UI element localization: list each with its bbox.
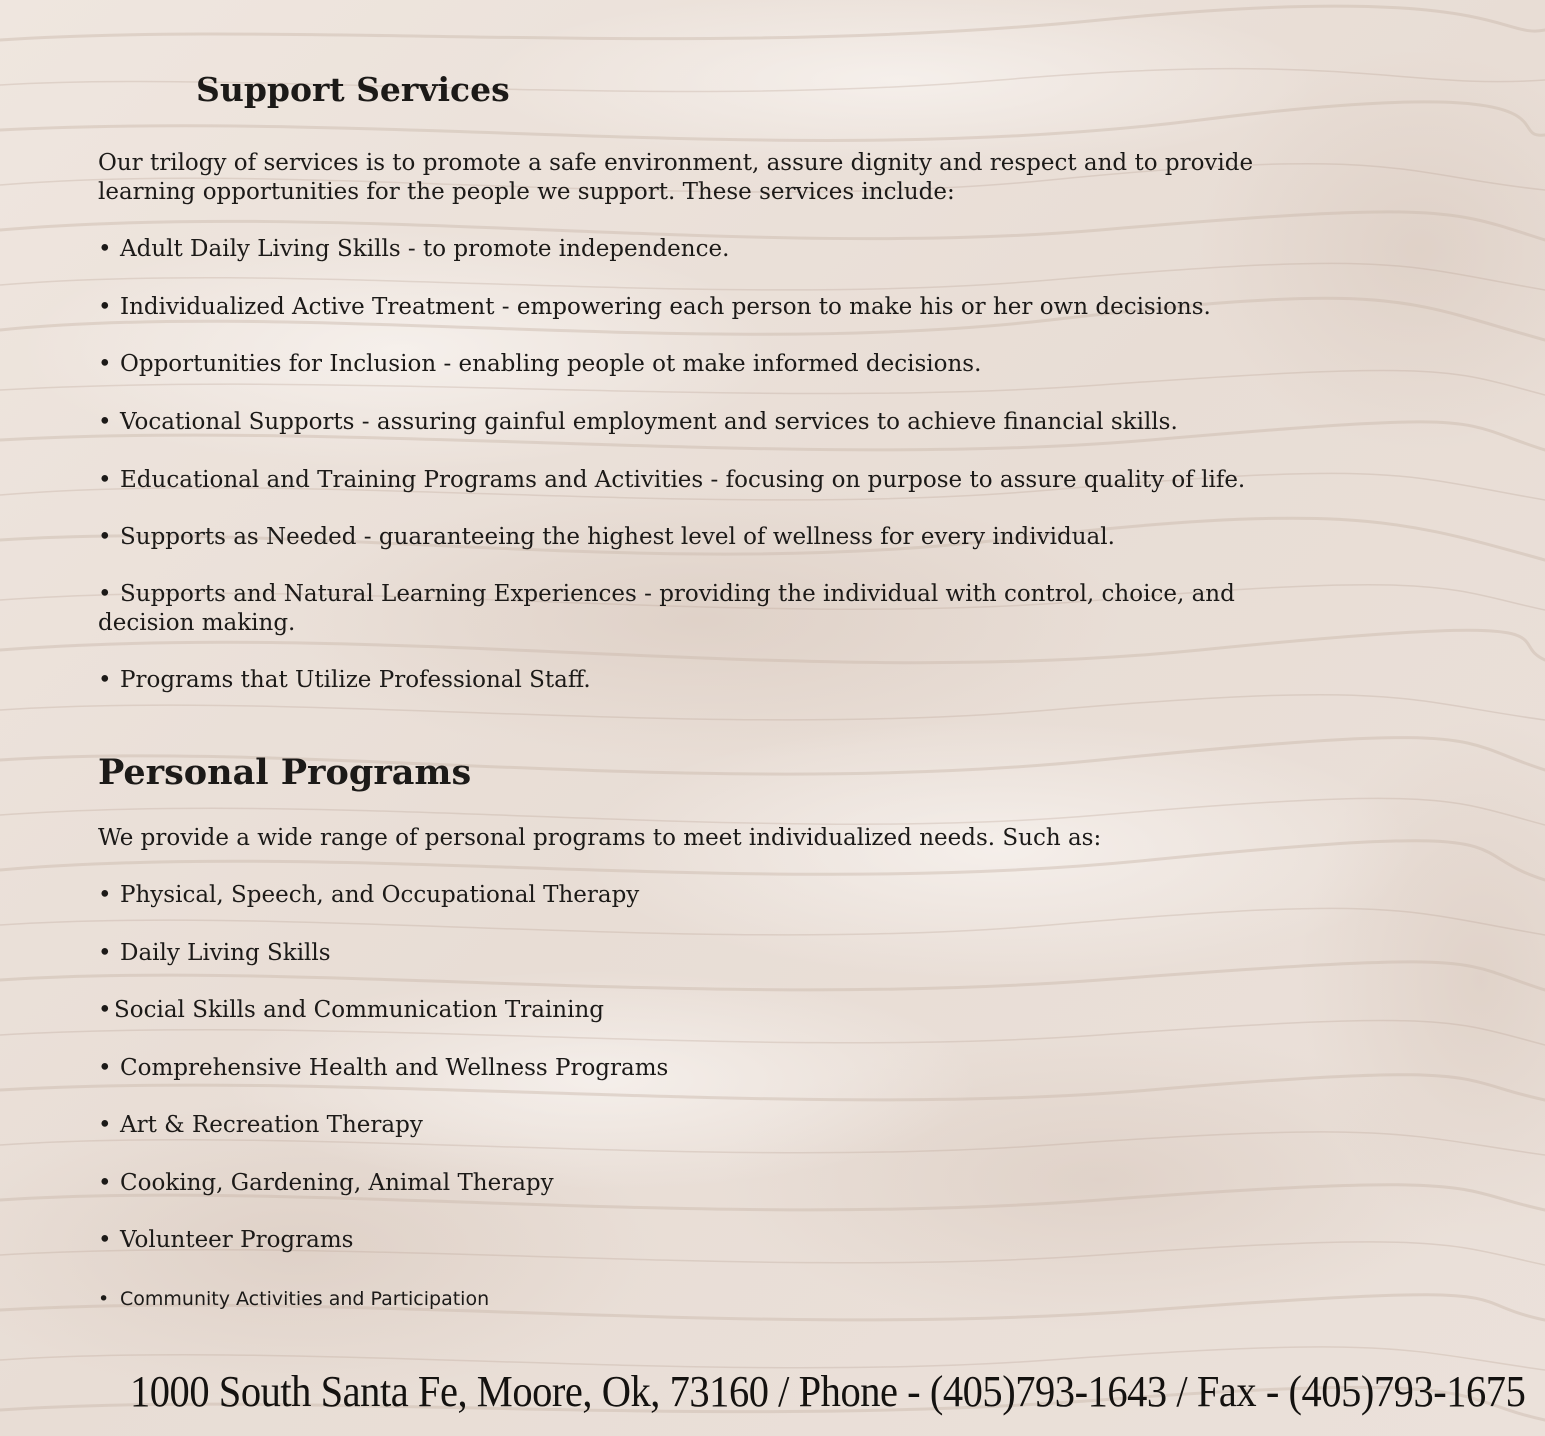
- list-item: • Daily Living Skills: [98, 940, 331, 966]
- bullet-icon: •: [98, 236, 112, 262]
- support-services-heading: Support Services: [196, 70, 510, 109]
- list-item: • Individualized Active Treatment - empowering each person to make his or her own decisions.: [98, 294, 1211, 320]
- list-item: • Programs that Utilize Professional Staff.: [98, 667, 591, 693]
- bullet-icon: •: [98, 294, 112, 320]
- list-item: • Community Activities and Participation: [98, 1285, 1298, 1314]
- list-item: • Adult Daily Living Skills - to promote independence.: [98, 236, 730, 262]
- list-item: • Art & Recreation Therapy: [98, 1112, 423, 1138]
- bullet-icon: •: [98, 351, 112, 377]
- bullet-icon: •: [98, 1170, 112, 1196]
- bullet-icon: •: [98, 524, 112, 550]
- list-item: • Opportunities for Inclusion - enabling people ot make informed decisions.: [98, 351, 982, 377]
- list-item: • Supports as Needed - guaranteeing the highest level of wellness for every individual.: [98, 524, 1115, 550]
- bullet-icon: •: [98, 467, 112, 493]
- bullet-icon: •: [98, 1227, 112, 1253]
- bullet-icon: •: [98, 1288, 110, 1310]
- list-item: • Educational and Training Programs and Activities - focusing on purpose to assure quality of life.: [98, 467, 1246, 493]
- bullet-icon: •: [98, 667, 112, 693]
- list-item: • Supports and Natural Learning Experiences - providing the individual with control, choice, and decision making.: [98, 581, 1235, 636]
- support-services-intro: Our trilogy of services is to promote a safe environment, assure dignity and respect and to provide learning opportunities for the people we support. These services include:: [98, 150, 1254, 205]
- bullet-icon: •: [98, 581, 112, 607]
- bullet-icon: •: [98, 1055, 112, 1081]
- list-item: • Vocational Supports - assuring gainful employment and services to achieve financial skills.: [98, 409, 1178, 435]
- bullet-icon: •: [98, 1112, 112, 1138]
- contact-footer: 1000 South Santa Fe, Moore, Ok, 73160 / Phone - (405)793-1643 / Fax - (405)793-1675: [130, 1367, 1526, 1416]
- list-item: • Volunteer Programs: [98, 1227, 354, 1253]
- personal-programs-heading: Personal Programs: [98, 752, 472, 793]
- list-item: • Physical, Speech, and Occupational Therapy: [98, 882, 640, 908]
- list-item: • Comprehensive Health and Wellness Programs: [98, 1055, 669, 1081]
- bullet-icon: •: [98, 997, 112, 1023]
- list-item: • Social Skills and Communication Training: [98, 997, 604, 1023]
- bullet-icon: •: [98, 882, 112, 908]
- personal-programs-intro: We provide a wide range of personal programs to meet individualized needs. Such as:: [98, 825, 1102, 851]
- list-item: • Cooking, Gardening, Animal Therapy: [98, 1170, 554, 1196]
- bullet-icon: •: [98, 409, 112, 435]
- bullet-icon: •: [98, 940, 112, 966]
